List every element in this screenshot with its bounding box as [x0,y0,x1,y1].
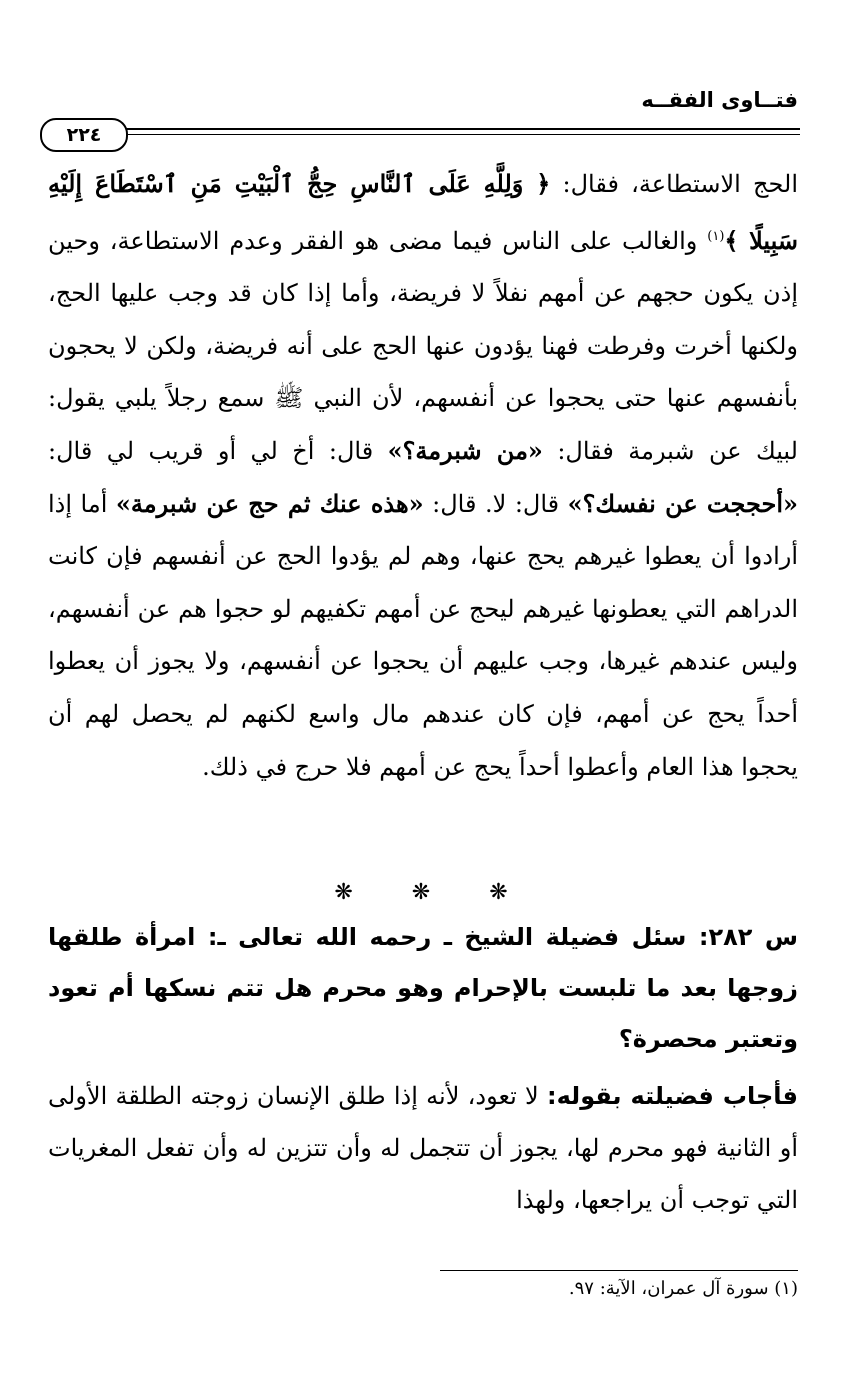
body-text-end: أما إذا أرادوا أن يعطوا غيرهم يحج عنها، وهم لم يؤدوا الحج عن أنفسهم فإن كانت الدراهم التي يعطونها غيرهم ليحج عن أمهم تكفيهم لو حجوا هم عن أنفسهم، وليس عندهم غيرها، وجب عليهم أن يحجوا عن أنفسهم، ولا يجوز أن يعطوا أحداً يحج عن أمهم، فإن كان عندهم مال واسع لكنهم لم يحصل لهم أن يحجوا هذا العام وأعطوا أحداً يحج عن أمهم فلا حرج في ذلك. [48,489,798,781]
page-number: ٢٢٤ [40,118,128,152]
hadith-quote-1: «من شبرمة؟» [387,435,543,465]
question-paragraph: س ٢٨٢: سئل فضيلة الشيخ ـ رحمه الله تعالى ـ: امرأة طلقها زوجها بعد ما تلبست بالإحرام وهو محرم هل تتم نسكها أم تعود وتعتبر محصرة؟ [48,923,798,1053]
header-rule [70,128,800,130]
footnote-reference: (١) [707,228,725,244]
quran-verse: ﴿ وَلِلَّهِ عَلَى ٱلنَّاسِ حِجُّ ٱلْبَيْتِ مَنِ ٱسْتَطَاعَ إِلَيْهِ سَبِيلًا ﴾ [48,169,798,255]
body-text-middle: والغالب على الناس فيما مضى هو الفقر وعدم الاستطاعة، وحين إذن يكون حجهم عن أمهم نفلاً لا فريضة، وأما إذا كان قد وجب عليها الحج، ولكنها أخرت وفرطت فهنا يؤدون عنها الحج على أنه فريضة، ولكن لا يحجون بأنفسهم عنها حتى يحجوا عن أنفسهم، لأن النبي ﷺ سمع رجلاً يلبي يقول: لبيك عن شبرمة فقال: [48,226,798,465]
answer-paragraph [48,1070,798,1226]
answer-text: لا تعود، لأنه إذا طلق الإنسان زوجته الطلقة الأولى أو الثانية فهو محرم لها، يجوز أن تتجمل له وأن تتزين له وأن تفعل المغريات التي توجب أن يراجعها، ولهذا [48,1082,798,1214]
hadith-quote-3: «هذه عنك ثم حج عن شبرمة» [115,488,424,518]
running-title: فتــاوى الفقــه [641,88,798,112]
header-rule-thin [70,134,800,135]
footnote-rule [440,1270,798,1271]
section-separator: ❋ ❋ ❋ [334,880,534,905]
hadith-quote-2: «أحججت عن نفسك؟» [567,488,798,518]
body-text-b: قال: أخ لي أو قريب لي قال: [48,436,388,465]
body-text-c: قال: لا. قال: [423,489,568,518]
body-paragraph [48,158,798,793]
footnote: (١) سورة آل عمران، الآية: ٩٧. [568,1278,798,1299]
body-text-start: الحج الاستطاعة، فقال: [550,170,798,198]
answer-lead: فأجاب فضيلته بقوله: [547,1082,799,1110]
